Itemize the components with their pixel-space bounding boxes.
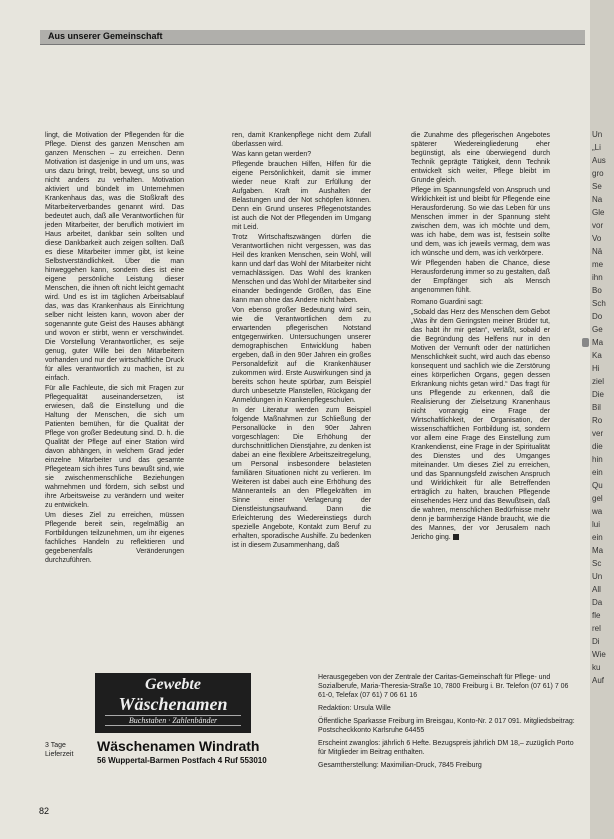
imprint-frequency: Erscheint zwanglos: jährlich 6 Hefte. Bezugspreis jährlich DM 18,– zuzüglich Porto für Mitglieder im Beitrag enthalten.	[318, 740, 574, 756]
next-page-fragment: Ka	[592, 351, 602, 360]
ad-line-1: Gewebte	[145, 676, 201, 693]
ad-line-3: Buchstaben · Zahlenbänder	[105, 715, 241, 726]
next-page-fragment: ver	[592, 429, 604, 438]
paragraph: Was kann getan werden?	[232, 151, 312, 158]
imprint-publisher: Herausgegeben von der Zentrale der Caritas-Gemeinschaft für Pflege- und Sozialberufe, Maria-Theresia-Straße 10, 7800 Freiburg i. Br. Telefon (07 61) 7 06 61-0, Telefax (07 61) 7 06 61 16	[318, 674, 569, 699]
paragraph: In der Literatur werden zum Beispiel folgende Maßnahmen zur Schließung der Personallücke in den 90er Jahren vorgeschlagen: Die Erhöhung der durchschnittlichen Dienstjahre, zu denken ist dabei an eine flexiblere Arbeitszeitregelung, um Personal insbesondere belasteten familiären Situationen nicht zu verlieren. Im Weiteren ist dabei auch eine Erhöhung des Männeranteils an den Pflegekräften im Sinne einer Verlagerung der Dienstleistungsaufwand. Dann die Erleichterung des Wiedereinstiegs durch spezielle Angebote, Kontakt zum Beruf zu erhalten, sporadische Aushilfe. Zu bedenken ist in diesem Zusammenhang, daß	[232, 407, 371, 549]
next-page-fragment: ku	[592, 663, 601, 672]
next-page-fragment: Na	[592, 195, 603, 204]
next-page-fragment: Sch	[592, 299, 606, 308]
ad-address: 56 Wuppertal-Barmen Postfach 4 Ruf 553010	[97, 756, 267, 765]
next-page-fragment: me	[592, 260, 604, 269]
text-column-3	[411, 131, 550, 543]
next-page-fragment: ein	[592, 533, 603, 542]
next-page-fragment: „Li	[592, 143, 601, 152]
imprint	[318, 673, 580, 774]
text-column-1	[45, 131, 184, 566]
ad-line-2: Wäschenamen	[118, 694, 228, 714]
next-page-fragment: Hi	[592, 364, 600, 373]
paragraph: Für alle Fachleute, die sich mit Fragen zur Pflegequalität auseinandersetzen, ist erwiesen, daß die Einstellung und die Haltung der Menschen, die sich um Patienten bemühen, für die Qualität der Pflege von großer Bedeutung sind. D. h. die Qualität der Pflege auf einer Station wird davon abhängen, in welchem Grad jeder einzelne Mitarbeiter und das gesamte Pflegeteam sich ihres Tuns bewußt sind, wie sie zwischenmenschliche Beziehungen wahrnehmen und fördern, sich selbst und ihre Arbeitsweise zu verändern und weiter zu entwickeln.	[45, 385, 184, 509]
next-page-fragment: Auf	[592, 676, 605, 685]
imprint-editor: Redaktion: Ursula Wille	[318, 705, 391, 712]
next-page-fragment: vor	[592, 221, 604, 230]
paragraph: Von ebenso großer Bedeutung wird sein, wie die Verantwortlichen dem zu erwartenden pflegerischen Notstand entgegenwirken. Untersuchungen unserer demographischen Entwicklung haben ergeben, daß in den 90er Jahren ein großes Personaldefizit auf die Krankenhäuser zukommen wird. Erste Auswirkungen sind ja bereits schon heute spürbar, zum Beispiel durch unbesetzte Planstellen, Rückgang der Anmeldungen in Krankenpflegeschulen.	[232, 307, 371, 404]
next-page-fragment: All	[592, 585, 601, 594]
text-column-2	[232, 131, 371, 551]
end-mark	[453, 534, 459, 540]
next-page-fragment: Vo	[592, 234, 602, 243]
next-page-fragment: ihn	[592, 273, 603, 282]
quote-paragraph	[411, 308, 550, 542]
page-number: 82	[39, 806, 50, 816]
ad-brand: Wäschenamen Windrath	[97, 738, 260, 754]
next-page-fragment: rel	[592, 624, 601, 633]
next-page-fragment: Ma	[592, 338, 604, 347]
paragraph: Trotz Wirtschaftszwängen dürfen die Verantwortlichen nicht vergessen, was das Heil des kranken Menschen, sein Wohl, will kann und darf das Wohl der Mitarbeiter nicht vernachlässigen. Das Wohl des kranken Menschen und das Wohl der Mitarbeiter sind einander bedingende Größen, das Eine kann man ohne das Andere nicht haben.	[232, 234, 371, 304]
next-page-fragment: Ro	[592, 416, 603, 425]
paragraph: Pflegende brauchen Hilfen, Hilfen für die eigene Persönlichkeit, damit sie immer wieder neue Kraft zur Erfüllung der Aufgaben. Kraft im Aushalten der Belastungen und der Not schöpfen können. Denn ein Grund unseres Pflegenotstandes ist auch die Not der Pflegenden im Umgang mit Leid.	[232, 161, 371, 231]
next-page-fragment: Se	[592, 182, 602, 191]
next-page-fragment: Aus	[592, 156, 606, 165]
quote-text: „Sobald das Herz des Menschen dem Gebot „Was ihr dem Geringsten meiner Brüder tut, das habt ihr mir getan“, verläßt, sobald er die Begründung des Helfens nur in den Motiven der Vernunft oder der natürlichen Menschlichkeit sucht, wird auch das ebenso konsequent und sachlich wie die Zerstörung eines körperlichen Organs, gegen dessen Erkrankung nichts getan wird.“ Das fragt für uns Pflegende zu erkennen, daß die Realisierung der Zielsetzung Kranenhaus nicht vorrangig eine Frage der Wirtschaftlichkeit, der Organisation, der wissenschaftlichen Fortbildung ist, sondern vor allem eine Frage des Einstellung zum Krankendienst, eine Frage in der Spiritualität des Dienstes und des Umganges miteinander. Um dieses Ziel zu erreichen, und das Spannungsfeld zwischen Anspruch und Wirklichkeit für alle Betreffenden erträglich zu halten, brauchen Pflegende einsehendes Herz und das Bewußtsein, daß die wahren, menschlichen Bedürfnisse mehr denn je barmherzige Hände braucht, wie die des Mannes, der vor Jerusalem nach Jericho ging.	[411, 309, 550, 541]
next-page-fragment: Gle	[592, 208, 605, 217]
next-page-fragment: Do	[592, 312, 603, 321]
next-page-fragment: Sc	[592, 559, 602, 568]
paragraph: ren, damit Krankenpflege nicht dem Zufall überlassen wird.	[232, 132, 371, 148]
next-page-fragment: Un	[592, 130, 603, 139]
ad-delivery-note: 3 Tage Lieferzeit	[45, 742, 74, 758]
imprint-bank: Öffentliche Sparkasse Freiburg im Breisgau, Konto-Nr. 2 017 091. Mitgliedsbeitrag: Postscheckkonto Karlsruhe 64455	[318, 718, 575, 734]
next-page-fragment: Un	[592, 572, 603, 581]
next-page-fragment: ziel	[592, 377, 605, 386]
next-page-fragment: Die	[592, 390, 605, 399]
next-page-fragment: Wie	[592, 650, 606, 659]
binding-hole	[582, 338, 589, 347]
paragraph: Um dieses Ziel zu erreichen, müssen Pflegende bereit sein, regelmäßig an Fortbildungen teilzunehmen, um ihr eigenes fachliches Handeln zu reflektieren und gegebenenfalls Veränderungen durchzuführen.	[45, 512, 184, 564]
section-title: Aus unserer Gemeinschaft	[48, 31, 163, 41]
next-page-fragment: wa	[592, 507, 603, 516]
next-page-fragment: Bil	[592, 403, 601, 412]
paragraph: die Zunahme des pflegerischen Angebotes späterer Wiedereingliederung eher begünstigt, als eine überwiegend durch Technik geprägte Tätigkeit, denn Technik entwickelt sich weiter, Pflege bleibt im Grunde gleich.	[411, 132, 550, 184]
paragraph: Pflege im Spannungsfeld von Anspruch und Wirklichkeit ist und bleibt für Pflegende eine Herausforderung. So wie das Leben für uns Menschen immer in der Spannung steht zwischen dem, was ich möchte und dem, was ich habe, dem was ist, festsein sollte und dem, was ich jeweils vermag, dem was ich wünsche und dem, was ich verkörpere.	[411, 187, 550, 257]
paragraph: Wir Pflegenden haben die Chance, diese Herausforderung immer so zu gestalten, daß der Empfänger sich als Mensch angenommen fühlt.	[411, 260, 550, 294]
paragraph: lingt, die Motivation der Pflegenden für die Pflege. Dienst des ganzen Menschen am ganzen Menschen – zu erreichen. Denn Motivation ist dasjenige in und um uns, was uns dazu bringt, treibt, bewegt, uns so und nicht anders zu verhalten. Motivation aktiviert und bündelt im Unternehmen Krankenhaus das, was die Stoßkraft des Mitarbeiterverbandes genannt wird. Das bedeutet auch, daß alle Verantwortlichen für jeden Mitarbeiter, der beruflich motiviert im Haus arbeitet, dankbar sein sollten und diese Dankbarkeit auch zeigen sollten. Daß es diese Mitarbeiter immer gibt, ist keine Selbstverständlichkeit. Über die man hinweggehen kann, sondern dies ist eine eigene persönliche Leistung dieser Menschen, die ihnen oft nicht leicht gemacht wird. Und es ist im täglichen Arbeitsablauf das, was das Krankenhaus als Einrichtung selber nicht leisten kann, wovon aber der sogenannte gute Geist des Hauses abhängt und wovon er stirbt, wenn er verschwindet. Die Vorstellung Verantwortlicher, es seije genug, guter Wille bei den Mitarbeitern vorhanden und nur der wirtschaftliche Druck für alles verantwortlich zu machen, ist zu einfach.	[45, 132, 184, 382]
next-page-fragment: Di	[592, 637, 600, 646]
advertisement	[45, 668, 290, 778]
next-page-fragment: Qu	[592, 481, 603, 490]
next-page-fragment: ein	[592, 468, 603, 477]
next-page-fragment: Nä	[592, 247, 603, 256]
imprint-printer: Gesamtherstellung: Maximilian-Druck, 7845 Freiburg	[318, 762, 482, 769]
section-header	[40, 30, 585, 45]
next-page-fragment: lui	[592, 520, 601, 529]
next-page-fragment: Ma	[592, 546, 604, 555]
ad-logo-box	[95, 673, 251, 733]
next-page-fragment: Bo	[592, 286, 602, 295]
next-page-fragment: gel	[592, 494, 603, 503]
next-page-fragment: fle	[592, 611, 601, 620]
next-page-fragment: Ge	[592, 325, 603, 334]
next-page-fragment: Da	[592, 598, 603, 607]
quote-attribution: Romano Guardini sagt:	[411, 299, 483, 306]
next-page-fragment: hin	[592, 455, 603, 464]
next-page-fragment: die	[592, 442, 603, 451]
next-page-fragment: gro	[592, 169, 604, 178]
next-page-edge	[590, 0, 614, 839]
